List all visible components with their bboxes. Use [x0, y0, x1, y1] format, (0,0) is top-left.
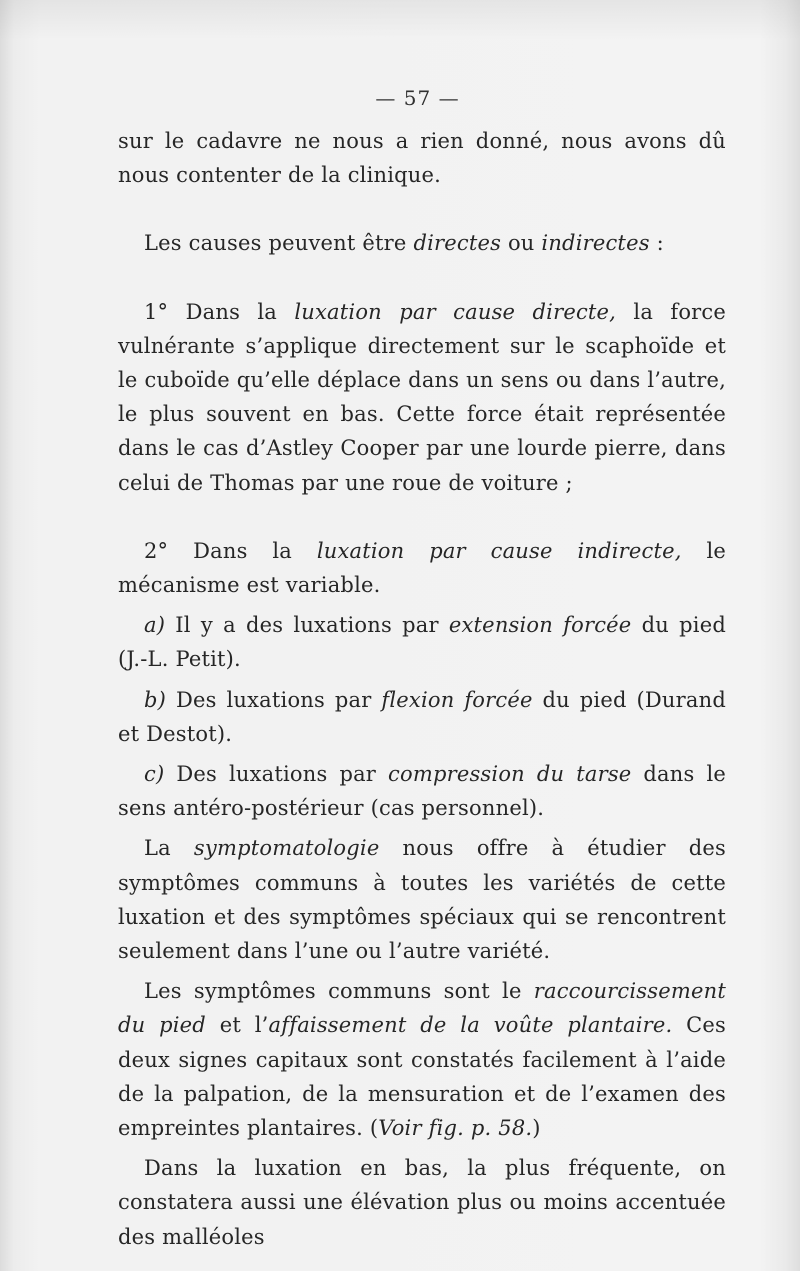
- paragraph-continuation: [118, 124, 726, 192]
- italic-term: raccourcissement du pied: [118, 979, 726, 1038]
- paragraph-downward-luxation: [118, 1151, 726, 1254]
- paragraph-direct-cause: [118, 295, 726, 500]
- paragraph-causes: [118, 226, 726, 260]
- paragraph-common-symptoms: [118, 974, 726, 1145]
- text-span: ou: [501, 231, 542, 256]
- text-span: Ces deux signes capitaux sont constatés facilement à l’aide de la palpation, de la mensuration et de l’examen des empreintes plantaires. (: [118, 1013, 727, 1141]
- list-marker: c): [144, 762, 165, 787]
- text-span: 2° Dans la: [144, 538, 317, 563]
- text-span: le mécanisme est variable.: [118, 538, 727, 598]
- text-span: :: [649, 231, 664, 256]
- text-span: Les symptômes communs sont le: [144, 979, 534, 1004]
- italic-term: luxation par cause indirecte,: [316, 538, 682, 563]
- text-span: Des luxations par: [166, 687, 382, 712]
- italic-term: symptomatologie: [193, 836, 380, 861]
- text-span: la force vulnérante s’applique directement sur le scaphoïde et le cuboïde qu’elle déplace dans un sens ou dans l’autre, le plus souvent en bas. Cette force était représentée dans le cas d’Astley Cooper par une lourde pierre, dans celui de Thomas par une roue de voiture ;: [118, 299, 727, 495]
- text-span: du pied (J.-L. Petit).: [118, 613, 726, 672]
- text-span: Dans la luxation en bas, la plus fréquente, on constatera aussi une élévation plus ou moins accentuée des malléoles: [118, 1156, 726, 1249]
- italic-term: Voir fig. p. 58.: [378, 1116, 533, 1141]
- list-marker: a): [144, 613, 166, 638]
- text-span: Des luxations par: [164, 762, 389, 787]
- text-span: 1° Dans la: [144, 299, 295, 324]
- paragraph-item-a: [118, 608, 726, 676]
- italic-term: compression du tarse: [388, 762, 632, 787]
- text-span: La: [144, 836, 194, 861]
- italic-term: directes: [413, 231, 502, 256]
- text-span: sur le cadavre ne nous a rien donné, nous avons dû nous contenter de la clinique.: [118, 129, 726, 188]
- italic-term: extension forcée: [448, 613, 632, 638]
- text-span: du pied (Durand et Destot).: [118, 687, 726, 746]
- italic-term: flexion forcée: [381, 687, 533, 712]
- paragraph-symptomatology: [118, 831, 726, 968]
- italic-term: luxation par cause directe,: [294, 299, 617, 324]
- italic-term: affaissement de la voûte plantaire.: [268, 1013, 673, 1038]
- paragraph-item-c: [118, 757, 726, 825]
- text-span: Les causes peuvent être: [144, 231, 414, 256]
- italic-term: indirectes: [541, 231, 650, 256]
- text-span: nous offre à étudier des symptômes communs à toutes les variétés de cette luxation et des symptômes spéciaux qui se rencontrent seulement dans l’une ou l’autre variété.: [118, 836, 727, 964]
- text-span: Il y a des luxations par: [165, 613, 449, 638]
- text-span: ): [532, 1116, 541, 1141]
- text-span: et l’: [205, 1013, 269, 1038]
- body-text: [118, 124, 726, 1254]
- list-marker: b): [144, 687, 167, 712]
- paragraph-indirect-cause: [118, 534, 726, 602]
- text-span: dans le sens antéro-postérieur (cas personnel).: [118, 762, 727, 821]
- page-number: — 57 —: [375, 86, 460, 110]
- paragraph-item-b: [118, 683, 726, 751]
